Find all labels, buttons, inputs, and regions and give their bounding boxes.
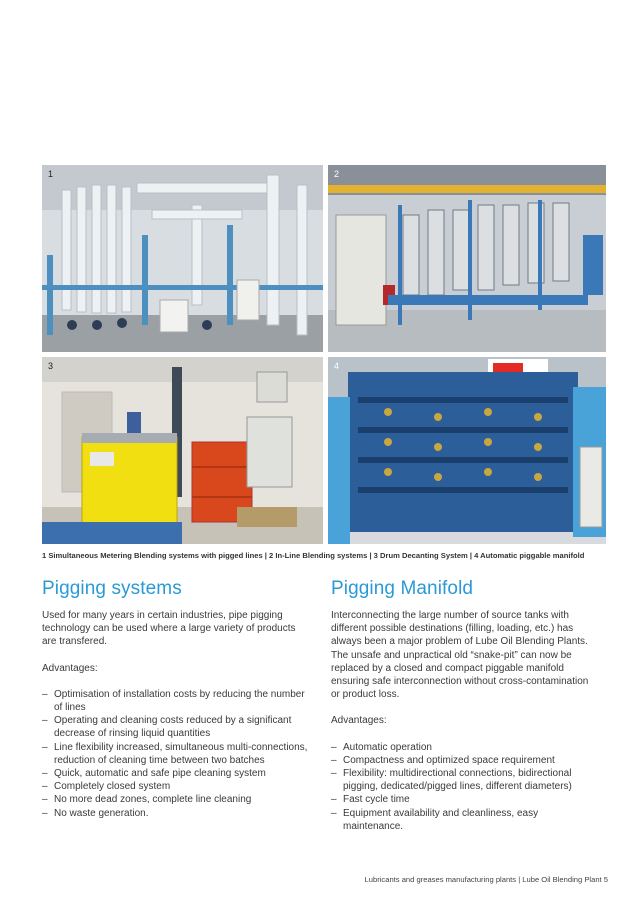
intro-paragraph: Used for many years in certain industries, pipe pigging technology can be used where a large variety of products are transfered. bbox=[42, 610, 296, 648]
list-item: – No more dead zones, complete line cleaning bbox=[42, 793, 310, 806]
pigging-systems-section bbox=[42, 578, 310, 820]
photo-number: 2 bbox=[334, 169, 340, 179]
list-item: – Optimisation of installation costs by reducing the number of lines bbox=[42, 688, 310, 714]
page-footer: Lubricants and greases manufacturing plants | Lube Oil Blending Plant 5 bbox=[364, 875, 608, 884]
photo-metering-blending bbox=[42, 165, 323, 352]
photo-inline-blending bbox=[328, 165, 606, 352]
list-item: – Compactness and optimized space requirement bbox=[331, 754, 599, 767]
list-item: – No waste generation. bbox=[42, 807, 310, 820]
advantages-label: Advantages: bbox=[331, 715, 387, 727]
figure-caption: 1 Simultaneous Metering Blending systems with pigged lines | 2 In-Line Blending systems | 3 Drum Decanting System | 4 Automatic piggable manifold bbox=[42, 551, 585, 560]
list-item: – Equipment availability and cleanliness, easy maintenance. bbox=[331, 807, 599, 833]
advantages-label: Advantages: bbox=[42, 662, 98, 674]
photo-number: 1 bbox=[48, 169, 54, 179]
photo-number: 3 bbox=[48, 361, 54, 371]
intro-paragraph: Interconnecting the large number of source tanks with different possible destinations (filling, loading, etc.) has always been a major problem of Lube Oil Blending Plants. The unsafe and unpractical old “snake-pit” can now be replaced by a closed and compact piggable manifold ensuring safe interconnection without cross-contamination or product loss. bbox=[331, 610, 589, 701]
pigging-manifold-section bbox=[331, 578, 599, 833]
list-item: – Line flexibility increased, simultaneous multi-connections, reduction of cleaning time between two batches bbox=[42, 741, 310, 767]
photo-piggable-manifold bbox=[328, 357, 606, 544]
section-heading: Pigging Manifold bbox=[331, 578, 474, 599]
list-item: – Operating and cleaning costs reduced by a significant decrease of rinsing liquid quantities bbox=[42, 714, 310, 740]
section-heading: Pigging systems bbox=[42, 578, 182, 599]
list-item: – Quick, automatic and safe pipe cleaning system bbox=[42, 767, 310, 780]
list-item: – Fast cycle time bbox=[331, 793, 599, 806]
list-item: – Completely closed system bbox=[42, 780, 310, 793]
list-item: – Flexibility: multidirectional connections, bidirectional pigging, dedicated/pigged lines, different diameters) bbox=[331, 767, 599, 793]
list-item: – Automatic operation bbox=[331, 741, 599, 754]
advantages-list bbox=[42, 688, 310, 820]
photo-number: 4 bbox=[334, 361, 340, 371]
photo-drum-decanting bbox=[42, 357, 323, 544]
advantages-list bbox=[331, 741, 599, 833]
